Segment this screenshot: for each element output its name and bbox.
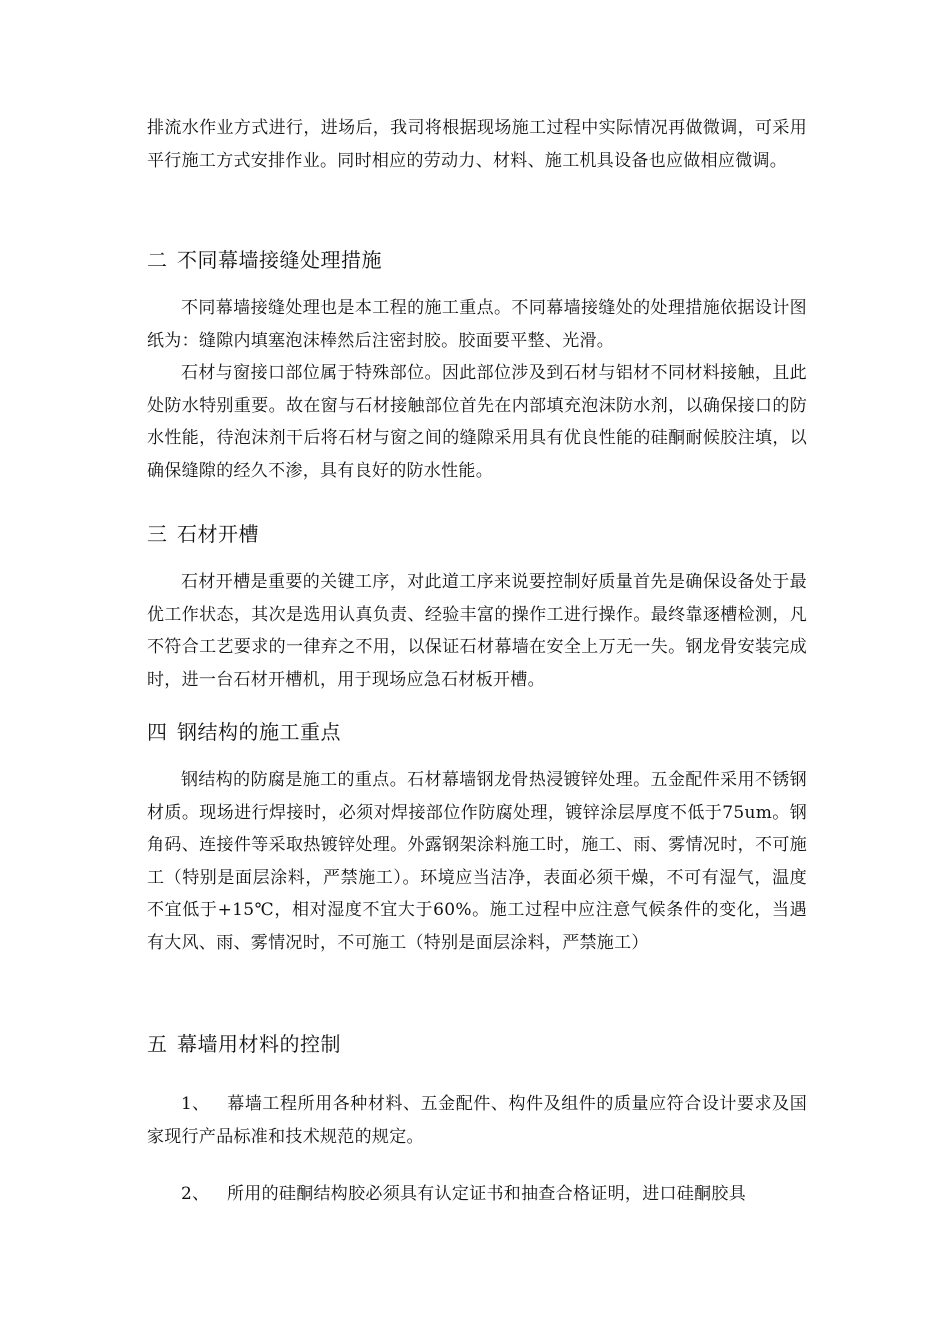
section-number: 三: [147, 522, 168, 546]
list-number: 2、: [181, 1184, 210, 1204]
section-title: 石材开槽: [177, 522, 259, 546]
list-item-2: [147, 1178, 807, 1211]
section-title: 不同幕墙接缝处理措施: [177, 248, 382, 272]
list-text: 幕墙工程所用各种材料、五金配件、构件及组件的质量应符合设计要求及国家现行产品标准和技术规范的规定。: [147, 1094, 807, 1147]
section-4-body: [147, 764, 807, 959]
section-2-body: [147, 292, 807, 487]
paragraph: 石材开槽是重要的关键工序，对此道工序来说要控制好质量首先是确保设备处于最优工作状态，其次是选用认真负责、经验丰富的操作工进行操作。最终靠逐槽检测，凡不符合工艺要求的一律弃之不用，以保证石材幕墙在安全上万无一失。钢龙骨安装完成时，进一台石材开槽机，用于现场应急石材板开槽。: [147, 572, 807, 690]
section-heading-4: [147, 716, 807, 748]
list-item-1: [147, 1088, 807, 1153]
paragraph: 石材与窗接口部位属于特殊部位。因此部位涉及到石材与铝材不同材料接触，且此处防水特别重要。故在窗与石材接触部位首先在内部填充泡沫防水剂，以确保接口的防水性能，待泡沫剂干后将石材与窗之间的缝隙采用具有优良性能的硅酮耐候胶注填，以确保缝隙的经久不渗，具有良好的防水性能。: [147, 363, 807, 481]
paragraph: 不同幕墙接缝处理也是本工程的施工重点。不同幕墙接缝处的处理措施依据设计图纸为：缝隙内填塞泡沫棒然后注密封胶。胶面要平整、光滑。: [147, 298, 807, 351]
section-title: 幕墙用材料的控制: [177, 1032, 341, 1056]
section-number: 五: [147, 1032, 168, 1056]
paragraph: 钢结构的防腐是施工的重点。石材幕墙钢龙骨热浸镀锌处理。五金配件采用不锈钢材质。现场进行焊接时，必须对焊接部位作防腐处理，镀锌涂层厚度不低于75um。钢角码、连接件等采取热镀锌处理。外露钢架涂料施工时，施工、雨、雾情况时，不可施工（特别是面层涂料，严禁施工）。环境应当洁净，表面必须干燥，不可有湿气，温度不宜低于+15℃，相对湿度不宜大于60%。施工过程中应注意气候条件的变化，当遇有大风、雨、雾情况时，不可施工（特别是面层涂料，严禁施工）: [147, 770, 807, 953]
section-heading-2: [147, 244, 807, 276]
section-heading-3: [147, 518, 807, 550]
section-3-body: [147, 566, 807, 696]
list-text: 所用的硅酮结构胶必须具有认定证书和抽查合格证明，进口硅酮胶具: [227, 1184, 746, 1204]
section-number: 二: [147, 248, 168, 272]
section-number: 四: [147, 720, 168, 744]
intro-section: [147, 112, 807, 177]
section-title: 钢结构的施工重点: [177, 720, 341, 744]
section-heading-5: [147, 1028, 807, 1060]
list-number: 1、: [181, 1094, 210, 1114]
paragraph: 排流水作业方式进行，进场后，我司将根据现场施工过程中实际情况再做微调，可采用平行施工方式安排作业。同时相应的劳动力、材料、施工机具设备也应做相应微调。: [147, 118, 807, 171]
